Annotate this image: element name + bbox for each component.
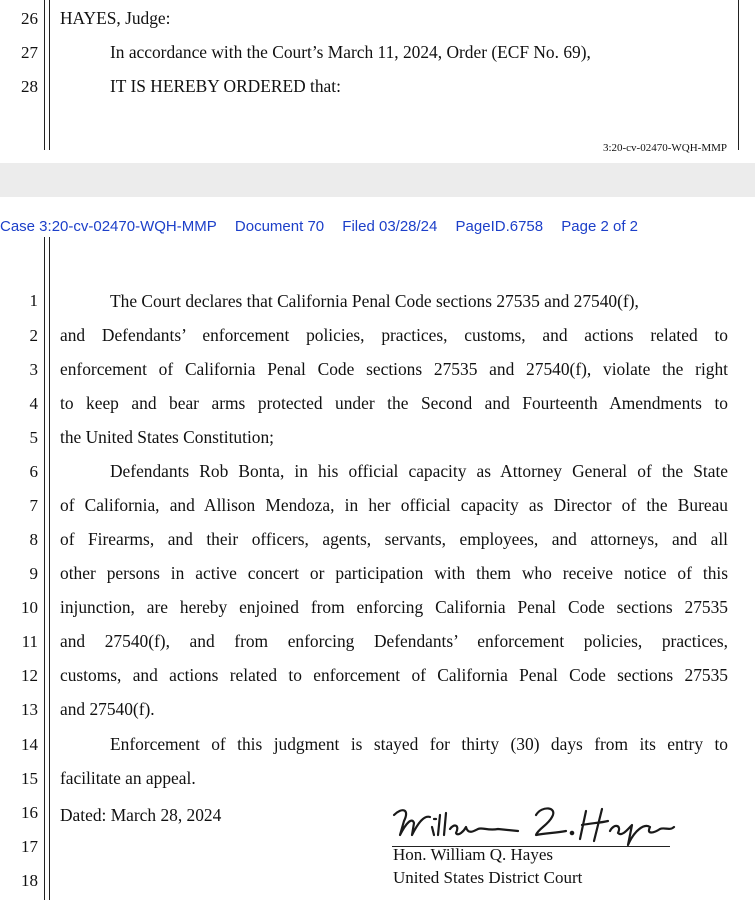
body-line: Defendants Rob Bonta, in his official capacity as Attorney General of the State: [110, 461, 728, 481]
line-number: 17: [21, 837, 38, 856]
body-line: facilitate an appeal.: [60, 768, 196, 788]
page-2: [0, 197, 755, 900]
margin-rule: [49, 0, 50, 150]
line-number: 4: [29, 394, 38, 413]
header-case: Case 3:20-cv-02470-WQH-MMP: [0, 218, 217, 235]
body-line: injunction, are hereby enjoined from enforcing California Penal Code sections 27535: [60, 597, 728, 617]
margin-rule: [44, 0, 45, 150]
margin-rule: [49, 237, 50, 900]
page-1-fragment: [0, 0, 755, 163]
signer-title: United States District Court: [393, 868, 583, 887]
body-line: HAYES, Judge:: [60, 8, 171, 28]
dated-line: Dated: March 28, 2024: [60, 805, 222, 825]
line-number: 13: [21, 700, 38, 719]
line-number: 28: [21, 77, 38, 96]
body-line: to keep and bear arms protected under the Second and Fourteenth Amendments to: [60, 393, 728, 413]
line-number: 26: [21, 9, 38, 28]
body-line: Enforcement of this judgment is stayed for thirty (30) days from its entry to: [110, 734, 728, 754]
filing-header: [0, 218, 652, 235]
signer-name: Hon. William Q. Hayes: [393, 845, 554, 864]
body-line: of California, and Allison Mendoza, in her official capacity as Director of the Bureau: [60, 495, 728, 515]
body-line: and 27540(f).: [60, 699, 155, 719]
body-line: of Firearms, and their officers, agents, servants, employees, and attorneys, and all: [60, 529, 728, 549]
body-line: IT IS HEREBY ORDERED that:: [110, 76, 341, 96]
body-line: enforcement of California Penal Code sections 27535 and 27540(f), violate the right: [60, 359, 728, 379]
body-line: other persons in active concert or participation with them who receive notice of this: [60, 563, 728, 583]
body-line: In accordance with the Court’s March 11, 2024, Order (ECF No. 69),: [110, 42, 591, 62]
header-filed: Filed 03/28/24: [342, 218, 438, 235]
line-number: 10: [21, 598, 38, 617]
line-number: 8: [29, 530, 38, 549]
margin-rule-right: [738, 0, 739, 150]
line-number: 12: [21, 666, 38, 685]
line-number: 18: [21, 871, 38, 890]
footer-case-number: 3:20-cv-02470-WQH-MMP: [602, 142, 727, 154]
line-number: 1: [29, 291, 38, 310]
line-number: 3: [29, 360, 38, 379]
body-line: and 27540(f), and from enforcing Defendants’ enforcement policies, practices,: [60, 631, 728, 651]
line-number: 6: [29, 462, 38, 481]
signature-scrawl: [388, 801, 678, 851]
line-number: 27: [21, 43, 38, 62]
body-line: the United States Constitution;: [60, 427, 274, 447]
line-number: 2: [29, 326, 38, 345]
line-number: 5: [29, 428, 38, 447]
header-pageid: PageID.6758: [455, 218, 544, 235]
line-number: 16: [21, 803, 38, 822]
body-line: and Defendants’ enforcement policies, practices, customs, and actions related to: [60, 325, 728, 345]
margin-rule: [44, 237, 45, 900]
body-line: customs, and actions related to enforcement of California Penal Code sections 27535: [60, 665, 728, 685]
line-number: 15: [21, 769, 38, 788]
line-number: 7: [29, 496, 38, 515]
line-number: 11: [21, 632, 38, 651]
line-number: 9: [29, 564, 38, 583]
header-document: Document 70: [234, 218, 325, 235]
page-gap: [0, 163, 755, 197]
body-line: The Court declares that California Penal Code sections 27535 and 27540(f),: [110, 291, 639, 311]
line-number: 14: [21, 735, 38, 754]
header-page: Page 2 of 2: [561, 218, 639, 235]
